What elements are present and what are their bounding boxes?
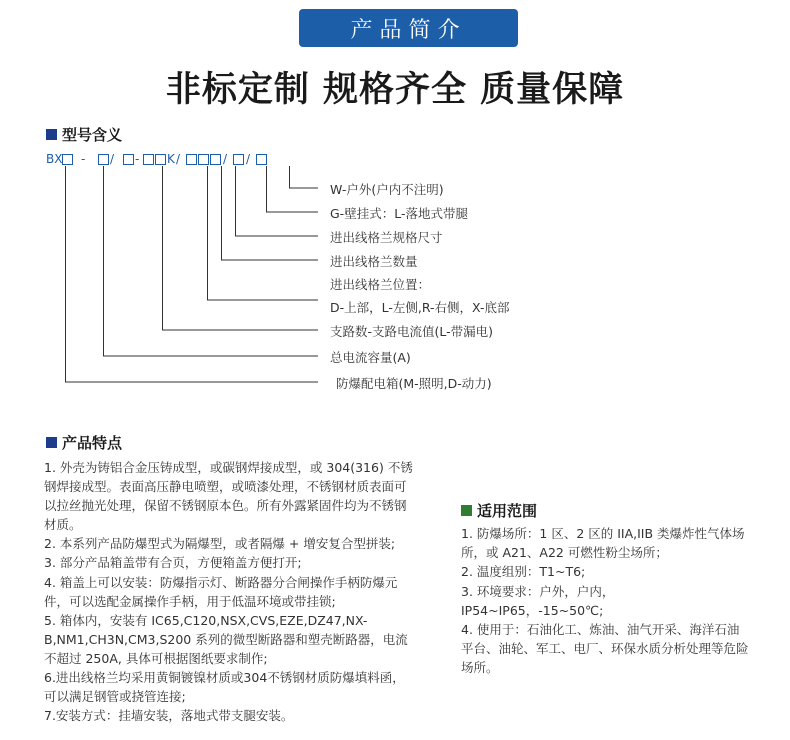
features-list <box>44 458 416 725</box>
feature-item: 6.进出线格兰均采用黄铜镀镍材质或304不锈钢材质防爆填料函，可以满足钢管或挠管连接; <box>44 670 405 705</box>
legend-item: 进出线格兰规格尺寸 <box>330 230 443 245</box>
scope-item: 3. 环境要求：户外，户内，IP54~IP65，-15~50℃; <box>461 583 615 618</box>
feature-item: 2. 本系列产品防爆型式为隔爆型，或者隔爆 + 增安复合型拼装; <box>44 536 396 552</box>
code-sep-2: / <box>110 152 115 166</box>
scope-item: 2. 温度组别：T1~T6; <box>461 564 586 580</box>
legend-item: W-户外(户内不注明) <box>330 182 444 197</box>
square-bullet-icon <box>46 437 57 448</box>
scope-item: 4. 使用于：石油化工、炼油、油气开采、海洋石油平台、油轮、军工、电厂、环保水质分析处理等危险场所。 <box>461 622 749 676</box>
feature-item: 7.安装方式：挂墙安装，落地式带支腿安装。 <box>44 708 294 724</box>
code-sep-4: / <box>176 152 181 166</box>
code-prefix: BX <box>46 152 63 166</box>
connector-line-w <box>290 166 319 188</box>
legend-item: D-上部，L-左侧,R-右侧，X-底部 <box>330 300 510 315</box>
banner-label: 产品简介 <box>350 17 467 43</box>
legend-item: G-壁挂式：L-落地式带腿 <box>330 206 468 221</box>
code-k: K <box>167 152 175 166</box>
connector-line-branch <box>163 166 319 330</box>
scope-section-title-text: 适用范围 <box>477 502 538 520</box>
headline: 非标定制 规格齐全 质量保障 <box>165 70 625 110</box>
legend-item: 总电流容量(A) <box>330 350 411 365</box>
square-bullet-icon <box>461 505 472 516</box>
scope-list <box>461 524 751 678</box>
feature-item: 1. 外壳为铸铝合金压铸成型，或碳钢焊接成型，或 304(316) 不锈钢焊接成型。表面高压静电喷塑，或喷漆处理，不锈钢材质表面可以拉丝抛光处理，保留不锈钢原本色。所有外露紧固件均为不锈钢材质。 <box>44 460 413 533</box>
connector-line-position <box>208 166 319 300</box>
legend-item: 支路数-支路电流值(L-带漏电) <box>330 324 494 339</box>
code-sep-5: / <box>223 152 228 166</box>
scope-section-title <box>461 500 537 521</box>
code-sep-3: - <box>135 152 140 166</box>
code-sep-6: / <box>246 152 251 166</box>
feature-item: 5. 箱体内，安装有 IC65,C120,NSX,CVS,EZE,DZ47,NX-B,NM1,CH3N,CM3,S200 系列的微型断路器和塑壳断路器，电流不超过 250A, 具体可根据图纸要求制作; <box>44 612 408 666</box>
connector-line-size <box>236 166 319 236</box>
connector-line-current <box>104 166 319 356</box>
scope-item: 1. 防爆场所：1 区、2 区的 IIA,IIB 类爆炸性气体场所，或 A21、A22 可燃性粉尘场所； <box>461 526 745 561</box>
model-section-title-text: 型号含义 <box>62 126 123 144</box>
feature-item: 3. 部分产品箱盖带有合页，方便箱盖方便打开; <box>44 555 302 571</box>
legend-item: 进出线格兰位置： <box>330 277 431 292</box>
code-sep-1: - <box>81 152 86 166</box>
features-section-title <box>46 432 122 453</box>
feature-item: 4. 箱盖上可以安装：防爆指示灯、断路器分合闸操作手柄防爆元件，可以选配金属操作手柄，用于低温环境或带挂锁; <box>44 574 398 609</box>
legend-item: 进出线格兰数量 <box>330 254 418 269</box>
connector-line-g <box>267 166 319 212</box>
legend-item: 防爆配电箱(M-照明,D-动力) <box>336 376 492 391</box>
features-section-title-text: 产品特点 <box>62 434 123 452</box>
